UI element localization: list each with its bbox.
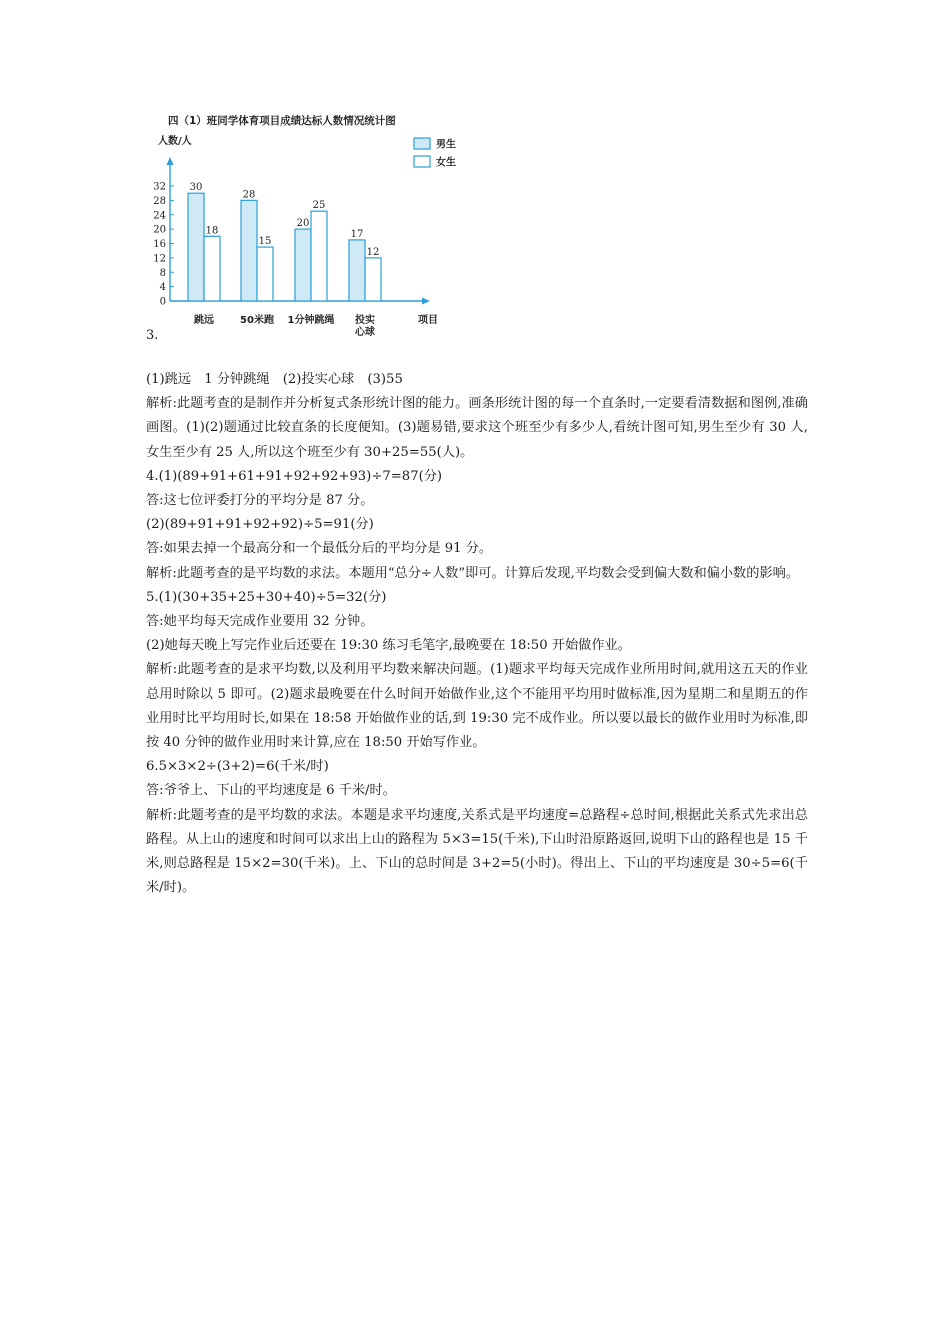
q3-answer: (1)跳远 1 分钟跳绳 (2)投实心球 (3)55	[146, 372, 403, 387]
legend-label: 女生	[436, 157, 456, 169]
y-tick-label: 4	[159, 282, 166, 294]
bar-value-label: 15	[258, 236, 272, 248]
x-axis-label: 项目	[418, 315, 438, 326]
q6-formula: 6.5×3×2÷(3+2)=6(千米/时)	[146, 759, 329, 775]
q5-part2-answer: (2)她每天晚上写完作业后还要在 19:30 练习毛笔字,最晚要在 18:50 开始做作业。	[146, 638, 631, 654]
chart-svg	[150, 108, 470, 348]
bar-value-label: 20	[296, 218, 310, 230]
bar-boys	[349, 240, 365, 301]
q3-analysis: 解析:此题考查的是制作并分析复式条形统计图的能力。画条形统计图的每一个直条时,一定要看清数据和图例,准确画图。(1)(2)题通过比较直条的长度便知。(3)题易错,要求这个班至少有多少人,看统计图可知,男生至少有 30 人,女生至少有 25 人,所以这个班至少有 30+25=55(人)。	[146, 396, 808, 460]
bar-value-label: 25	[312, 200, 326, 212]
x-category-label: 1分钟跳绳	[287, 315, 335, 326]
q5-part1-answer: 答:她平均每天完成作业要用 32 分钟。	[146, 614, 374, 630]
legend-label: 男生	[436, 139, 456, 151]
y-tick-label: 12	[153, 253, 166, 265]
q5-part1-formula: 5.(1)(30+35+25+30+40)÷5=32(分)	[146, 589, 387, 605]
bar-girls	[311, 211, 327, 301]
chart-title: 四（1）班同学体育项目成绩达标人数情况统计图	[168, 115, 396, 127]
y-tick-label: 20	[153, 224, 166, 236]
bar-value-label: 18	[205, 225, 219, 237]
bar-boys	[188, 193, 204, 301]
y-axis-arrow	[167, 157, 174, 165]
bar-boys	[241, 200, 257, 301]
q4-part2-answer: 答:如果去掉一个最高分和一个最低分后的平均分是 91 分。	[146, 541, 493, 557]
y-tick-label: 32	[153, 181, 166, 193]
q4-part2-formula: (2)(89+91+91+92+92)÷5=91(分)	[146, 517, 374, 533]
y-tick-label: 24	[153, 210, 166, 222]
y-tick-label: 0	[159, 296, 166, 308]
bar-boys	[295, 229, 311, 301]
q4-part1-formula: 4.(1)(89+91+61+91+92+92+93)÷7=87(分)	[146, 468, 443, 484]
x-category-label: 跳远	[194, 315, 214, 326]
q6-analysis: 解析:此题考查的是平均数的求法。本题是求平均速度,关系式是平均速度=总路程÷总时间,根据此关系式先求出总路程。从上山的速度和时间可以求出上山的路程为 5×3=15(千米),下山时沿原路返回,说明下山的路程也是 15 千米,则总路程是 15×2=30(千米)。上、下山的总时间是 3+2=5(小时)。得出上、下山的平均速度是 30÷5=6(千米/时)。	[146, 807, 808, 896]
legend-swatch	[414, 156, 430, 167]
answer-text	[146, 368, 808, 900]
legend-swatch	[414, 138, 430, 149]
y-tick-label: 28	[153, 195, 166, 207]
bar-value-label: 28	[242, 189, 256, 201]
bar-chart	[150, 108, 470, 348]
bar-girls	[257, 247, 273, 301]
q6-answer: 答:爷爷上、下山的平均速度是 6 千米/时。	[146, 783, 396, 799]
y-tick-label: 8	[159, 267, 166, 279]
y-axis-label: 人数/人	[158, 136, 192, 147]
bar-value-label: 12	[366, 246, 380, 258]
bar-value-label: 30	[189, 182, 203, 194]
x-category-label: 投实	[355, 315, 375, 326]
q4-part1-answer: 答:这七位评委打分的平均分是 87 分。	[146, 493, 374, 509]
q4-analysis: 解析:此题考查的是平均数的求法。本题用“总分÷人数”即可。计算后发现,平均数会受到偏大数和偏小数的影响。	[146, 565, 799, 581]
x-axis-arrow	[422, 298, 430, 305]
question-3-number: 3.	[146, 328, 159, 343]
q5-analysis: 解析:此题考查的是求平均数,以及利用平均数来解决问题。(1)题求平均每天完成作业所用时间,就用这五天的作业总用时除以 5 即可。(2)题求最晚要在什么时间开始做作业,这个不能用平均用时做标准,因为星期二和星期五的作业用时比平均用时长,如果在 18:58 开始做作业的话,到 19:30 完不成作业。所以要以最长的做作业用时为标准,即按 40 分钟的做作业用时来计算,应在 18:50 开始写作业。	[146, 662, 808, 751]
bar-girls	[365, 258, 381, 301]
x-category-label: 心球	[355, 327, 375, 338]
bar-girls	[204, 236, 220, 301]
bar-value-label: 17	[350, 228, 364, 240]
y-tick-label: 16	[153, 239, 166, 250]
x-category-label: 50米跑	[240, 315, 274, 326]
